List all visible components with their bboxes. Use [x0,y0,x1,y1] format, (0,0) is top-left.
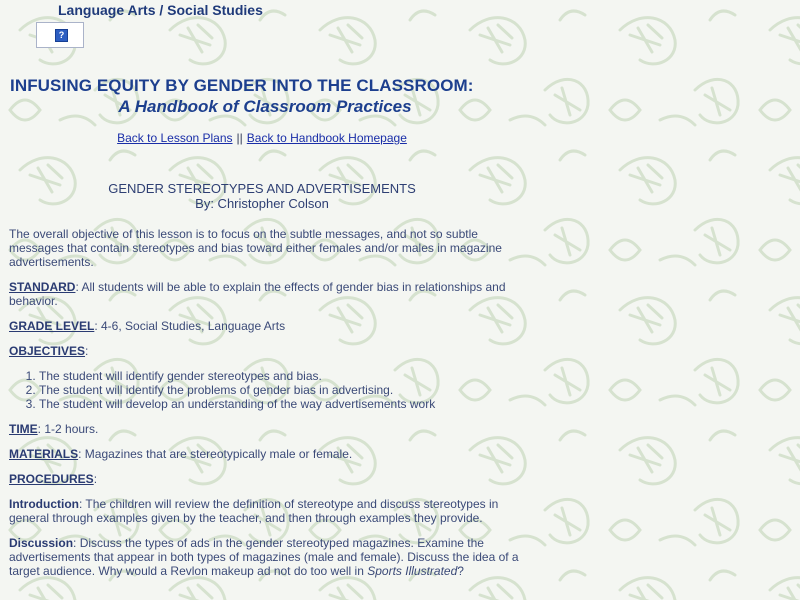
standard-paragraph [9,280,519,308]
objectives-heading [9,344,519,358]
section-header: Language Arts / Social Studies [58,2,263,18]
grade-level-label: GRADE LEVEL [9,319,95,333]
discussion-italic: Sports Illustrated [367,564,458,578]
grade-level-paragraph [9,319,519,333]
time-text: : 1-2 hours. [37,422,99,436]
page-subtitle: A Handbook of Classroom Practices [118,97,412,116]
lesson-content [9,227,519,589]
grade-level-text: : 4-6, Social Studies, Language Arts [94,319,286,333]
introduction-text: : The children will review the definition of stereotype and discuss stereotypes in general through examples given by the teacher, and then through examples they provide. [9,497,499,525]
materials-paragraph [9,447,519,461]
standard-label: STANDARD [9,280,76,294]
objectives-list [9,369,519,411]
lesson-title: GENDER STEREOTYPES AND ADVERTISEMENTS [108,181,416,196]
discussion-text: : Discuss the types of ads in the gender stereotyped magazines. Examine the advertisements that appear in both types of magazines (male and female). Discuss the idea of a target audience. Why would a Revlon makeup ad not do too well in [9,536,519,578]
lesson-author: By: Christopher Colson [195,196,329,211]
time-label: TIME [9,422,38,436]
standard-text: : All students will be able to explain the effects of gender bias in relationships and behavior. [9,280,506,308]
discussion-end: ? [457,564,464,578]
back-to-handbook-homepage-link[interactable]: Back to Handbook Homepage [246,131,407,145]
introduction-paragraph [9,497,519,525]
procedures-heading [9,472,519,486]
nav-links [0,131,524,145]
nav-separator: || [236,131,243,145]
materials-label: MATERIALS [9,447,79,461]
lesson-heading [0,181,524,211]
list-item: 3. The student will develop an understanding of the way advertisements work [39,397,519,411]
procedures-colon: : [93,472,98,486]
help-icon: ? [55,29,68,42]
page-title: INFUSING EQUITY BY GENDER INTO THE CLASSROOM: [10,76,474,95]
list-item: 2. The student will identify the problems of gender bias in advertising. [39,383,519,397]
list-item: 1. The student will identify gender stereotypes and bias. [39,369,519,383]
back-to-lesson-plans-link[interactable]: Back to Lesson Plans [117,131,233,145]
introduction-label: Introduction [9,497,79,511]
intro-paragraph: The overall objective of this lesson is to focus on the subtle messages, and not so subtle messages that contain stereotypes and bias toward either females and/or males in magazine advertisements. [9,227,502,269]
discussion-label: Discussion [9,536,74,550]
objectives-label: OBJECTIVES [9,344,86,358]
materials-text: : Magazines that are stereotypically male or female. [78,447,353,461]
time-paragraph [9,422,519,436]
objectives-colon: : [85,344,89,358]
help-icon-button[interactable] [36,22,84,48]
procedures-label: PROCEDURES [9,472,94,486]
discussion-paragraph [9,536,519,578]
